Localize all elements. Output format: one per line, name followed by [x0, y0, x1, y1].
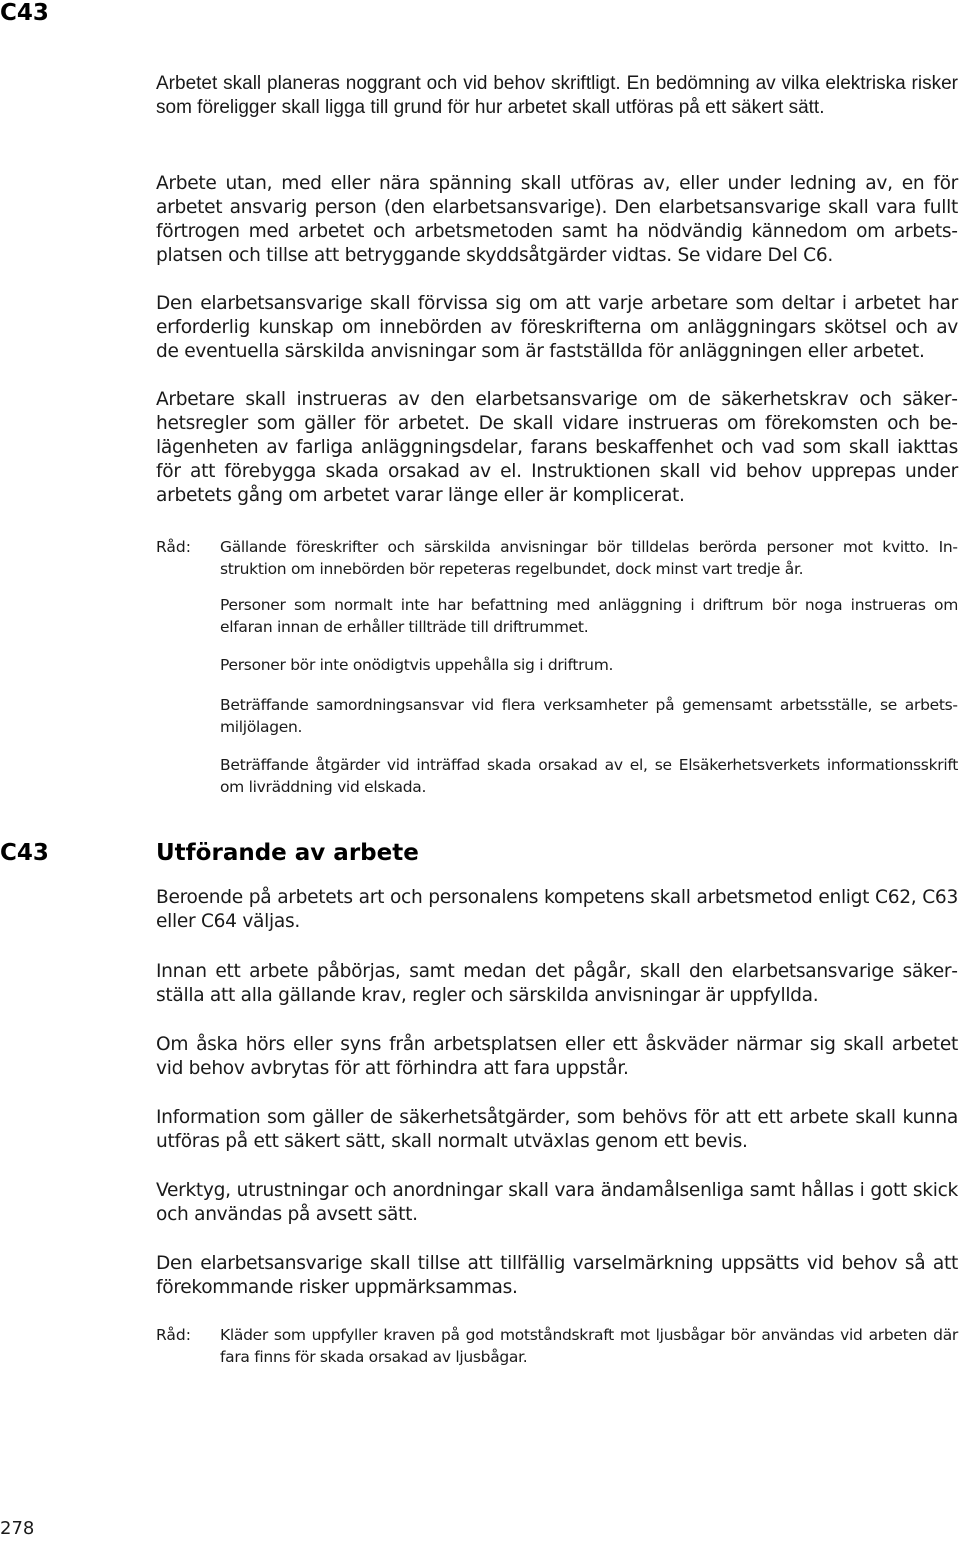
advice-item: Gällande föreskrifter och särskilda anvisningar bör tilldelas berörda personer mot kvitto. Instruktion om innebörden bör repeteras regelbundet, dock minst vart tredje år.: [220, 538, 958, 578]
paragraph-text: Om åska hörs eller syns från arbetsplatsen eller ett åskväder närmar sig skall arbetet vid behov avbrytas för att förhindra att fara uppstår.: [156, 1034, 958, 1079]
paragraph-text: Arbete utan, med eller nära spänning skall utföras av, eller under ledning av, en för arbetet ansvarig person (den elarbetsansvarige). Den elarbetsansvarige skall vara fullt förtrogen med arbetet och arbetsmetoden samt ha nödvändig kännedom om arbetsplatsen och tillse att betryggande skyddsåtgärder vidtas. Se vidare Del C6.: [156, 173, 958, 266]
paragraph-text: Arbetare skall instrueras av den elarbetsansvarige om de säkerhetskrav och säkerhetsregler som gäller för arbetet. De skall vidare instrueras om förekomsten och belägenheten av farliga anläggningsdelar, farans beskaffenhet och vad som skall iakttas för att förebygga skada orsakad av el. Instruktionen skall vid behov upprepas under arbetets gång om arbetet varar länge eller är komplicerat.: [156, 389, 958, 506]
paragraph-text: Information som gäller de säkerhetsåtgärder, som behövs för att ett arbete skall kunna utföras på ett säkert sätt, skall normalt utväxlas genom ett bevis.: [156, 1107, 958, 1152]
advice-label: Råd:: [156, 538, 191, 556]
header-section-code: C43: [0, 0, 49, 26]
advice-item: Personer bör inte onödigtvis uppehålla sig i driftrum.: [220, 656, 614, 674]
section-title: Utförande av arbete: [156, 840, 419, 866]
section-paragraph-2: [156, 960, 958, 1008]
page-number: 278: [0, 1518, 35, 1539]
advice-item: Beträffande samordningsansvar vid flera verksamheter på gemensamt arbetsställe, se arbetsmiljölagen.: [220, 696, 958, 736]
intro-paragraph-2: [156, 172, 958, 268]
paragraph-text: Den elarbetsansvarige skall tillse att tillfällig varselmärkning uppsätts vid behov så att förekommande risker uppmärksammas.: [156, 1253, 958, 1298]
paragraph-text: Arbetet skall planeras noggrant och vid behov skriftligt. En bedömning av vilka elektriska risker som föreligger skall ligga till grund för hur arbetet skall utföras på ett säkert sätt.: [156, 73, 958, 118]
intro-paragraph-3: [156, 292, 958, 364]
advice-label: Råd:: [156, 1326, 191, 1344]
advice-item: Kläder som uppfyller kraven på god motståndskraft mot ljusbågar bör användas vid arbeten där fara finns för skada orsakad av ljusbågar.: [220, 1326, 958, 1366]
section-code: C43: [0, 840, 49, 866]
advice-item: Beträffande åtgärder vid inträffad skada orsakad av el, se Elsäkerhetsverkets informationsskrift om livräddning vid elskada.: [220, 756, 958, 796]
section-paragraph-3: [156, 1033, 958, 1081]
paragraph-text: Den elarbetsansvarige skall förvissa sig om att varje arbetare som deltar i arbetet har erforderlig kunskap om innebörden av föreskrifterna om anläggningars skötsel och av de eventuella särskilda anvisningar som är fastställda för anläggningen eller arbetet.: [156, 293, 958, 362]
intro-paragraph-1: [156, 72, 958, 120]
section-paragraph-6: [156, 1252, 958, 1300]
section-paragraph-1: [156, 886, 958, 934]
intro-paragraph-4: [156, 388, 958, 508]
section-paragraph-4: [156, 1106, 958, 1154]
paragraph-text: Verktyg, utrustningar och anordningar skall vara ändamålsenliga samt hållas i gott skick och användas på avsett sätt.: [156, 1180, 958, 1225]
advice-item: Personer som normalt inte har befattning med anläggning i driftrum bör noga instrueras om elfaran innan de erhåller tillträde till driftrummet.: [220, 596, 958, 636]
paragraph-text: Innan ett arbete påbörjas, samt medan det pågår, skall den elarbetsansvarige säkerställa att alla gällande krav, regler och särskilda anvisningar är uppfyllda.: [156, 961, 958, 1006]
section-paragraph-5: [156, 1179, 958, 1227]
paragraph-text: Beroende på arbetets art och personalens kompetens skall arbetsmetod enligt C62, C63 eller C64 väljas.: [156, 887, 958, 932]
